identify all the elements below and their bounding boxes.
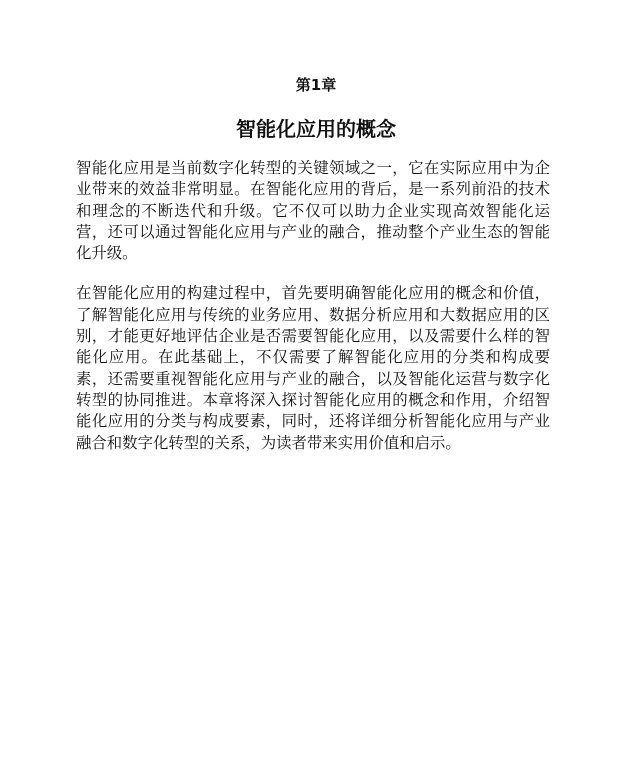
chapter-label: 第1章 xyxy=(295,76,337,94)
paragraph-2: 在智能化应用的构建过程中，首先要明确智能化应用的概念和价值，了解智能化应用与传统的业务应用、数据分析应用和大数据应用的区别，才能更好地评估企业是否需要智能化应用，以及需要什么样的智能化应用。在此基础上，不仅需要了解智能化应用的分类和构成要素，还需要重视智能化应用与产业的融合，以及智能化运营与数字化转型的协同推进。本章将深入探讨智能化应用的概念和作用，介绍智能化应用的分类与构成要素，同时，还将详细分析智能化应用与产业融合和数字化转型的关系，为读者带来实用价值和启示。 xyxy=(76,284,550,452)
paragraph-1: 智能化应用是当前数字化转型的关键领域之一，它在实际应用中为企业带来的效益非常明显。在智能化应用的背后，是一系列前沿的技术和理念的不断迭代和升级。它不仅可以助力企业实现高效智能化运营，还可以通过智能化应用与产业的融合，推动整个产业生态的智能化升级。 xyxy=(76,159,550,263)
chapter-title: 智能化应用的概念 xyxy=(236,117,396,141)
chapter-body xyxy=(76,158,550,473)
